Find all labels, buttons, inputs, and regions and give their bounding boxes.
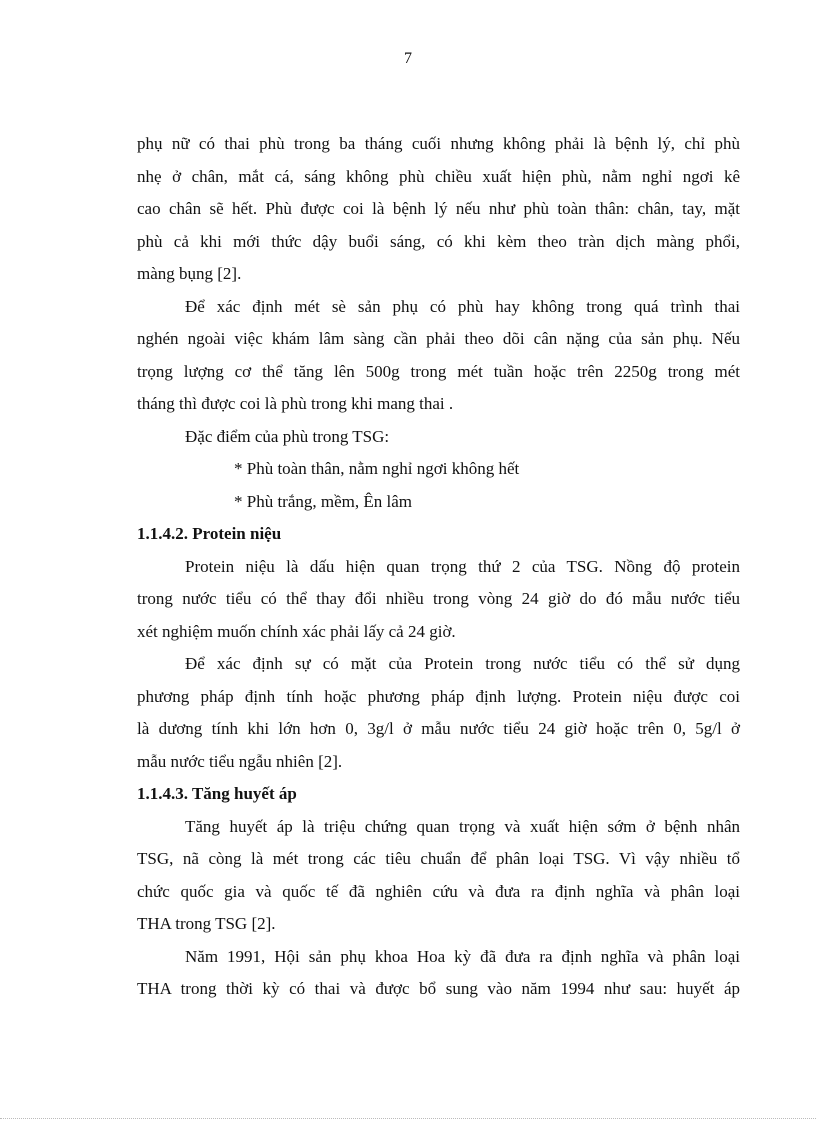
document-body	[137, 128, 740, 1006]
section-heading-protein-nieu: 1.1.4.2. Protein niệu	[137, 524, 282, 543]
text-line: Năm 1991, Hội sản phụ khoa Hoa kỳ đã đưa ra định nghĩa và phân loại	[185, 946, 740, 966]
text-line: Để xác định sự có mặt của Protein trong nước tiểu có thể sử dụng	[185, 654, 740, 673]
text-line: cao chân sẽ hết. Phù được coi là bệnh lý nếu như phù toàn thân: chân, tay, mặt	[137, 199, 740, 218]
text-line: Để xác định mét sè sản phụ có phù hay không trong quá trình thai	[185, 296, 740, 316]
text-line: xét nghiệm muốn chính xác phải lấy cả 24 giờ.	[137, 621, 456, 641]
page-number: 7	[404, 50, 412, 67]
text-line: tháng thì được coi là phù trong khi mang thai .	[137, 394, 454, 413]
page-bottom-divider	[0, 1118, 816, 1119]
text-line: phương pháp định tính hoặc phương pháp định lượng. Protein niệu được coi	[137, 686, 740, 706]
text-line: Đặc điểm của phù trong TSG:	[185, 426, 390, 446]
text-line: là dương tính khi lớn hơn 0, 3g/l ở mẫu nước tiểu 24 giờ hoặc trên 0, 5g/l ở	[137, 719, 740, 738]
text-line: Tăng huyết áp là triệu chứng quan trọng và xuất hiện sớm ở bệnh nhân	[185, 816, 740, 836]
text-line: THA trong TSG [2].	[137, 914, 276, 933]
text-line: màng bụng [2].	[137, 264, 242, 283]
bullet-item: * Phù toàn thân, nằm nghỉ ngơi không hết	[234, 459, 520, 478]
text-line: trọng lượng cơ thể tăng lên 500g trong mét tuần hoặc trên 2250g trong mét	[137, 361, 740, 381]
section-heading-tang-huyet-ap: 1.1.4.3. Tăng huyết áp	[137, 784, 297, 803]
text-line: nghén ngoài việc khám lâm sàng cần phải theo dõi cân nặng của sản phụ. Nếu	[137, 329, 740, 348]
text-line: phụ nữ có thai phù trong ba tháng cuối nhưng không phải là bệnh lý, chỉ phù	[137, 134, 740, 153]
text-line: nhẹ ở chân, mắt cá, sáng không phù chiều xuất hiện phù, nằm nghỉ ngơi kê	[137, 166, 740, 186]
text-line: chức quốc gia và quốc tế đã nghiên cứu và đưa ra định nghĩa và phân loại	[137, 881, 740, 901]
bullet-item: * Phù trắng, mềm, Ên lâm	[234, 491, 413, 511]
text-line: trong nước tiểu có thể thay đổi nhiều trong vòng 24 giờ do đó mẫu nước tiểu	[137, 589, 740, 608]
text-line: phù cả khi mới thức dậy buổi sáng, có khi kèm theo tràn dịch màng phổi,	[137, 231, 740, 251]
text-line: TSG, nã còng là mét trong các tiêu chuẩn để phân loại TSG. Vì vậy nhiều tổ	[137, 849, 740, 868]
text-line: mẫu nước tiểu ngẫu nhiên [2].	[137, 751, 343, 771]
text-line: Protein niệu là dấu hiện quan trọng thứ 2 của TSG. Nồng độ protein	[185, 556, 740, 576]
text-line: THA trong thời kỳ có thai và được bổ sung vào năm 1994 như sau: huyết áp	[137, 979, 740, 998]
